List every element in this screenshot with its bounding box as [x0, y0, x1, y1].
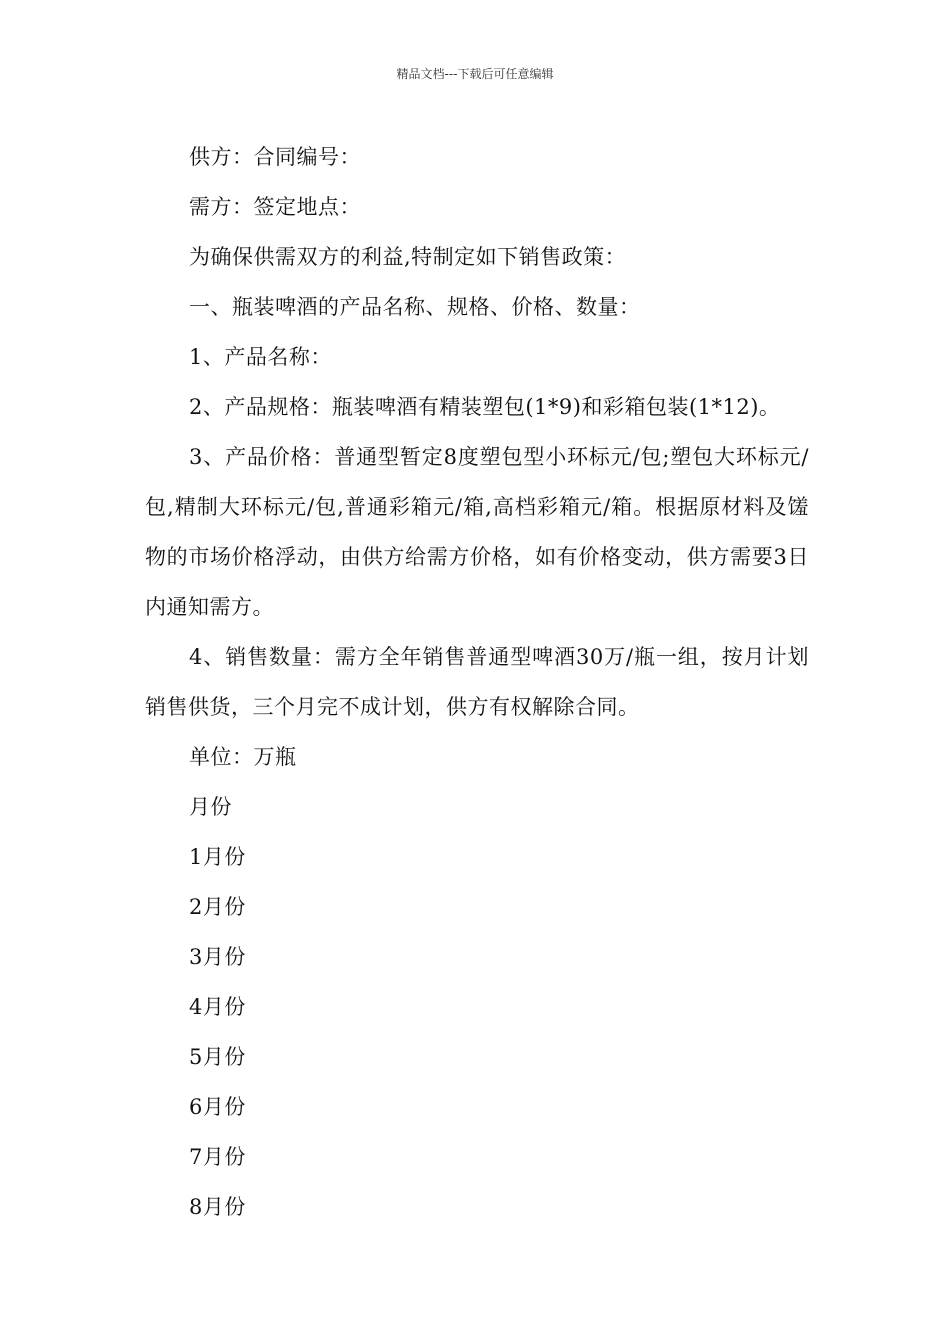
- supplier-line: 供方：合同编号：: [189, 145, 361, 169]
- month-item: 3月份: [189, 945, 246, 969]
- unit-label: 单位：万瓶: [189, 745, 297, 769]
- month-item: 5月份: [189, 1045, 246, 1069]
- month-item: 4月份: [189, 995, 246, 1019]
- section-1-title: 一、瓶装啤酒的产品名称、规格、价格、数量：: [189, 295, 641, 319]
- page-header: 精品文档---下载后可任意编辑: [396, 67, 554, 81]
- month-item: 6月份: [189, 1095, 246, 1119]
- month-item: 8月份: [189, 1195, 246, 1219]
- item-2-product-spec: 2、产品规格：瓶装啤酒有精装塑包(1*9)和彩箱包装(1*12)。: [189, 395, 781, 419]
- month-header: 月份: [189, 795, 232, 819]
- month-item: 1月份: [189, 845, 246, 869]
- document-body: [145, 132, 809, 1232]
- month-item: 2月份: [189, 895, 246, 919]
- item-3-product-price: 3、产品价格：普通型暂定8度塑包型小环标元/包;塑包大环标元/包,精制大环标元/包,普通彩箱元/箱,高档彩箱元/箱。根据原材料及馐物的市场价格浮动，由供方给需方价格，如有价格变动，供方需要3日内通知需方。: [145, 445, 809, 619]
- item-4-sales-quantity: 4、销售数量：需方全年销售普通型啤酒30万/瓶一组，按月计划销售供货，三个月完不成计划，供方有权解除合同。: [145, 645, 809, 719]
- item-1-product-name: 1、产品名称：: [189, 345, 332, 369]
- month-item: 7月份: [189, 1145, 246, 1169]
- intro-paragraph: 为确保供需双方的利益,特制定如下销售政策：: [189, 245, 627, 269]
- buyer-line: 需方：签定地点：: [189, 195, 361, 219]
